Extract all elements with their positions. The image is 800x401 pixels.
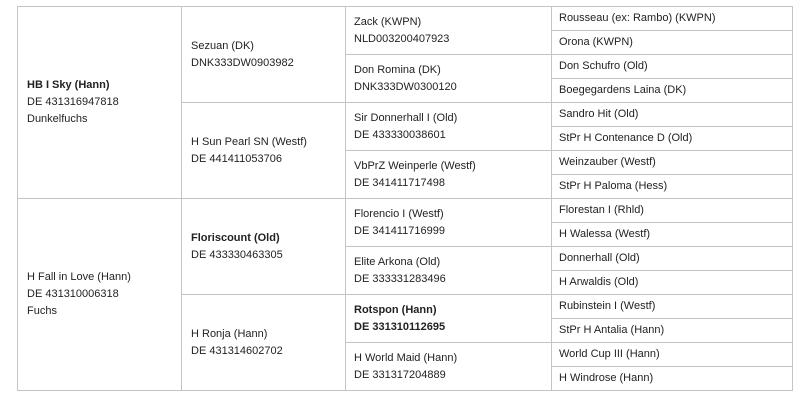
great-grandparent-cell	[552, 367, 793, 391]
great-grandparent-cell	[552, 79, 793, 103]
horse-name: Floriscount (Old)	[191, 231, 280, 244]
parent-cell	[182, 199, 346, 295]
grandparent-cell	[346, 7, 552, 55]
registration-number: DE 433330038601	[354, 128, 446, 141]
registration-number: DE 341411717498	[354, 176, 445, 189]
great-grandparent-cell	[552, 55, 793, 79]
horse-name: Boegegardens Laina (DK)	[559, 84, 687, 96]
horse-name: StPr H Contenance D (Old)	[559, 132, 693, 144]
grandparent-cell	[346, 247, 552, 295]
great-grandparent-cell	[552, 223, 793, 247]
great-grandparent-cell	[552, 151, 793, 175]
registration-number: NLD003200407923	[354, 32, 450, 45]
horse-name: VbPrZ Weinperle (Westf)	[354, 159, 476, 172]
registration-number: DE 431314602702	[191, 344, 283, 357]
registration-number: DE 431310006318	[27, 288, 119, 300]
great-grandparent-cell	[552, 175, 793, 199]
great-grandparent-cell	[552, 247, 793, 271]
grandparent-cell	[346, 103, 552, 151]
horse-name: Florestan I (Rhld)	[559, 204, 644, 216]
pedigree-table	[17, 6, 793, 391]
horse-name: H Windrose (Hann)	[559, 372, 654, 384]
great-grandparent-cell	[552, 271, 793, 295]
horse-name: StPr H Paloma (Hess)	[559, 180, 668, 192]
grandparent-cell	[346, 55, 552, 103]
parent-cell	[182, 103, 346, 199]
horse-name: Sezuan (DK)	[191, 39, 254, 52]
registration-number: DE 441411053706	[191, 152, 282, 165]
horse-name: Sir Donnerhall I (Old)	[354, 111, 458, 124]
horse-name: H Arwaldis (Old)	[559, 276, 639, 288]
horse-name: H Walessa (Westf)	[559, 228, 651, 240]
horse-name: Donnerhall (Old)	[559, 252, 640, 264]
grandparent-cell	[346, 295, 552, 343]
horse-name: Rubinstein I (Westf)	[559, 300, 656, 312]
subject-sire-cell	[18, 7, 182, 199]
great-grandparent-cell	[552, 103, 793, 127]
horse-name: Rotspon (Hann)	[354, 303, 437, 316]
great-grandparent-cell	[552, 319, 793, 343]
horse-name: Elite Arkona (Old)	[354, 255, 441, 268]
horse-name: Florencio I (Westf)	[354, 207, 444, 220]
registration-number: DE 333331283496	[354, 272, 446, 285]
horse-name: Weinzauber (Westf)	[559, 156, 656, 168]
subject-dam-cell	[18, 199, 182, 391]
horse-name: Zack (KWPN)	[354, 15, 422, 28]
great-grandparent-cell	[552, 295, 793, 319]
coat-color: Dunkelfuchs	[27, 113, 88, 125]
great-grandparent-cell	[552, 127, 793, 151]
horse-name: World Cup III (Hann)	[559, 348, 660, 360]
coat-color: Fuchs	[27, 305, 57, 317]
horse-name: Orona (KWPN)	[559, 36, 633, 48]
registration-number: DNK333DW0300120	[354, 80, 457, 93]
grandparent-cell	[346, 199, 552, 247]
registration-number: DNK333DW0903982	[191, 56, 294, 69]
horse-name: Rousseau (ex: Rambo) (KWPN)	[559, 12, 716, 24]
horse-name: Sandro Hit (Old)	[559, 108, 639, 120]
horse-name: Don Romina (DK)	[354, 63, 441, 76]
registration-number: DE 331310112695	[354, 320, 446, 333]
horse-name: H Ronja (Hann)	[191, 327, 268, 340]
registration-number: DE 331317204889	[354, 368, 446, 381]
parent-cell	[182, 295, 346, 391]
registration-number: DE 431316947818	[27, 96, 119, 108]
great-grandparent-cell	[552, 199, 793, 223]
parent-cell	[182, 7, 346, 103]
grandparent-cell	[346, 151, 552, 199]
horse-name: HB I Sky (Hann)	[27, 79, 110, 91]
registration-number: DE 433330463305	[191, 248, 283, 261]
great-grandparent-cell	[552, 343, 793, 367]
horse-name: H Fall in Love (Hann)	[27, 271, 131, 283]
grandparent-cell	[346, 343, 552, 391]
great-grandparent-cell	[552, 31, 793, 55]
registration-number: DE 341411716999	[354, 224, 445, 237]
great-grandparent-cell	[552, 7, 793, 31]
horse-name: H Sun Pearl SN (Westf)	[191, 135, 307, 148]
horse-name: H World Maid (Hann)	[354, 351, 458, 364]
horse-name: StPr H Antalia (Hann)	[559, 324, 665, 336]
horse-name: Don Schufro (Old)	[559, 60, 648, 72]
